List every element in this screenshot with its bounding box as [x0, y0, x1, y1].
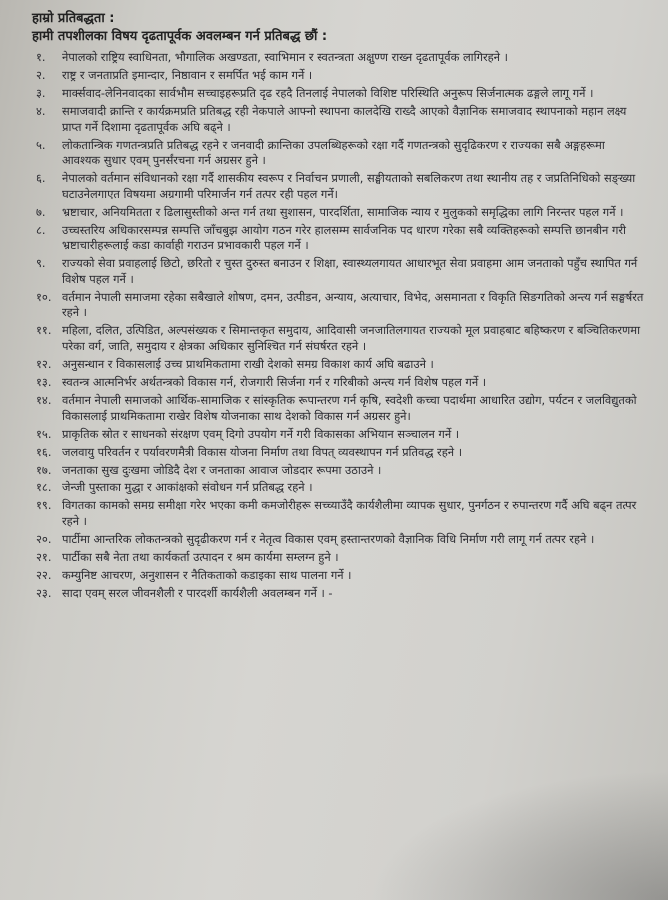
commitment-text: स्वतन्त्र आत्मनिर्भर अर्थतन्त्रको विकास गर्न, रोजगारी सिर्जना गर्न र गरिबीको अन्त्य गर्न विशेष पहल गर्ने । — [62, 374, 487, 389]
commitment-item — [32, 568, 644, 584]
commitment-number: ५. — [36, 137, 46, 152]
commitment-item — [32, 104, 644, 135]
commitment-item — [32, 463, 644, 479]
commitment-number: १५. — [36, 426, 52, 441]
commitment-item — [32, 375, 644, 391]
commitment-text: मार्क्सवाद-लेनिनवादका सार्वभौम सच्चाइहरूप्रति दृढ रहदै तिनलाई नेपालको विशिष्ट परिस्थिति अनुरूप सिर्जनात्मक ढङ्गले लागू गर्ने । — [62, 85, 594, 100]
commitment-text: राज्यको सेवा प्रवाहलाई छिटो, छरितो र चुस्त दुरुस्त बनाउन र शिक्षा, स्वास्थ्यलगायत आधारभूत सेवा प्रवाहमा आम जनताको पहुँच स्थापित गर्न विशेष पहल गर्ने । — [62, 256, 638, 286]
commitment-text: विगतका कामको समग्र समीक्षा गरेर भएका कमी कमजोरीहरू सच्च्याउँदै कार्यशैलीमा व्यापक सुधार, पुनर्गठन र रुपान्तरण गर्दै अघि बढ्न तत्पर रहने । — [62, 498, 637, 529]
commitment-text: पार्टीका सबै नेता तथा कार्यकर्ता उत्पादन र श्रम कार्यमा सम्लग्न हुने । — [62, 550, 339, 565]
commitment-text: जलवायु परिवर्तन र पर्यावरणमैत्री विकास योजना निर्माण तथा विपत् व्यवस्थापन गर्न प्रतिवद्ध रहने । — [62, 444, 463, 459]
commitment-number: २१. — [36, 550, 52, 565]
commitment-item — [32, 68, 644, 84]
commitment-item — [32, 532, 644, 548]
commitment-number: १६. — [36, 444, 52, 459]
commitment-number: ११. — [36, 323, 52, 338]
commitment-item — [32, 586, 644, 602]
commitment-text: समाजवादी क्रान्ति र कार्यक्रमप्रति प्रतिबद्ध रही नेकपाले आफ्नो स्थापना कालदेखि राख्दै आएको वैज्ञानिक समाजवाद स्थापनाको महान लक्ष्य प्राप्त गर्ने दिशामा दृढतापूर्वक अघि बढ्ने । — [62, 103, 627, 134]
commitment-item — [32, 171, 644, 202]
commitment-number: १३. — [36, 374, 52, 389]
commitment-text: प्राकृतिक स्रोत र साधनको संरक्षण एवम् दिगो उपयोग गर्ने गरी विकासका अभियान सञ्चालन गर्ने । — [62, 426, 460, 441]
commitment-number: ३. — [36, 85, 46, 100]
commitment-text: उच्चस्तरिय अधिकारसम्पन्न सम्पत्ति जाँचबुझ आयोग गठन गरेर हालसम्म सार्वजनिक पद धारण गरेका सबै व्यक्तिहरूको सम्पत्ति छानबीन गरी भ्रष्टाचारीहरूलाई कडा कार्वाही गराउन प्रभावकारी पहल गर्ने । — [62, 222, 626, 253]
commitment-number: ४. — [36, 103, 46, 118]
commitment-text: वर्तमान नेपाली समाजको आर्थिक-सामाजिक र सांस्कृतिक रूपान्तरण गर्न कृषि, स्वदेशी कच्चा पदार्थमा आधारित उद्योग, पर्यटन र जलविद्युतको विकासलाई प्राथमिकतामा राखेर विशेष योजनाका साथ देशको विकास गर्न अग्रसर हुने। — [62, 392, 637, 423]
commitment-text: जनताका सुख दुःखमा जोडिदै देश र जनताका आवाज जोडदार रूपमा उठाउने । — [62, 462, 382, 477]
commitment-number: १२. — [36, 356, 52, 371]
commitment-number: १७. — [36, 462, 52, 477]
commitment-number: २. — [36, 67, 46, 82]
commitment-item — [32, 323, 644, 354]
document-heading: हाम्रो प्रतिबद्धता : — [32, 11, 115, 26]
commitment-text: सादा एवम् सरल जीवनशैली र पारदर्शी कार्यशैली अवलम्बन गर्ने । - — [62, 586, 333, 600]
commitment-text: नेपालको वर्तमान संविधानको रक्षा गर्दै शासकीय स्वरूप र निर्वाचन प्रणाली, सङ्घीयताको सबलिकरण तथा स्थानीय तह र जप्रतिनिधिको सङ्ख्या घटाउनेलगाएत विषयमा अग्रगामी परिमार्जन गर्न तत्पर रही पहल गर्ने। — [62, 171, 636, 201]
commitment-number: ९. — [36, 256, 46, 271]
commitment-number: १४. — [36, 392, 52, 407]
commitment-item — [32, 357, 644, 373]
commitment-item — [32, 205, 644, 221]
commitment-item — [32, 480, 644, 496]
commitment-number: १९. — [36, 498, 52, 513]
commitment-text: महिला, दलित, उत्पिडित, अल्पसंख्यक र सिमान्तकृत समुदाय, आदिवासी जनजातिलगायत राज्यको मूल प्रवाहबाट बहिष्करण र बञ्चितिकरणमा परेका वर्ग, जाति, समुदाय र क्षेत्रका अधिकार सुनिश्चित गर्न संघर्षरत रहने । — [62, 323, 641, 353]
commitment-item — [32, 223, 644, 254]
commitment-item — [32, 550, 644, 566]
commitment-number: ८. — [36, 222, 46, 237]
commitment-item — [32, 427, 644, 443]
commitment-number: १०. — [36, 289, 52, 304]
commitment-number: १८. — [36, 480, 52, 495]
commitment-item — [32, 445, 644, 461]
commitment-number: ७. — [36, 204, 46, 219]
commitment-text: राष्ट्र र जनताप्रति इमान्दार, निष्ठावान र समर्पित भई काम गर्ने । — [62, 67, 313, 82]
commitment-text: जेन्जी पुस्ताका मुद्धा र आकांक्षको संवोधन गर्न प्रतिबद्ध रहने । — [62, 480, 313, 495]
commitment-item — [32, 256, 644, 287]
commitment-item — [32, 86, 644, 102]
commitment-text: अनुसन्धान र विकासलाई उच्च प्राथमिकतामा राखी देशको समग्र विकाश कार्य अघि बढाउने । — [62, 356, 434, 371]
commitment-number: १. — [36, 50, 46, 64]
commitment-number: २३. — [36, 586, 52, 600]
commitment-text: नेपालको राष्ट्रिय स्वाधिनता, भौगालिक अखण्डता, स्वाभिमान र स्वतन्त्रता अक्षुण्ण राख्न दृढतापूर्वक लागिरहने । — [62, 50, 508, 64]
commitment-item — [32, 290, 644, 321]
commitment-text: भ्रष्टाचार, अनियमितता र ढिलासुस्तीको अन्त गर्न तथा सुशासन, पारदर्शिता, सामाजिक न्याय र मुलुकको समृद्धिका लागि निरन्तर पहल गर्ने । — [62, 204, 624, 219]
commitment-item — [32, 138, 644, 169]
commitment-item — [32, 498, 644, 529]
commitment-text: पार्टीमा आन्तरिक लोकतन्त्रको सुदृढीकरण गर्न र नेतृत्व विकास एवम् हस्तान्तरणको वैज्ञानिक विधि निर्माण गरी लागू गर्न तत्पर रहने । — [62, 532, 595, 547]
commitment-number: २२. — [36, 568, 52, 583]
commitment-list — [32, 50, 644, 602]
commitment-text: वर्तमान नेपाली समाजमा रहेका सबैखाले शोषण, दमन, उत्पीडन, अन्याय, अत्याचार, विभेद, असमानता र विकृति सिङगतिको अन्त्य गर्न सङ्घर्षरत रहने । — [62, 289, 644, 320]
commitment-text: कम्युनिष्ट आचरण, अनुशासन र नैतिकताको कडाइका साथ पालना गर्ने । — [62, 568, 352, 583]
commitment-number: ६. — [36, 171, 46, 186]
commitment-text: लोकतान्त्रिक गणतन्त्रप्रति प्रतिबद्ध रहने र जनवादी क्रान्तिका उपलब्धिहरूको रक्षा गर्दै गणतन्त्रको सुदृढिकरण र राज्यका सबै अङ्गहरूमा आवश्यक सुधार एवम् पुनर्संरचना गर्न अग्रसर हुने । — [62, 137, 605, 168]
commitment-item — [32, 50, 644, 66]
document-subheading: हामी तपशीलका विषय दृढतापूर्वक अवलम्बन गर्न प्रतिबद्ध छौं : — [32, 29, 328, 44]
commitment-item — [32, 393, 644, 424]
commitment-number: २०. — [36, 532, 52, 547]
